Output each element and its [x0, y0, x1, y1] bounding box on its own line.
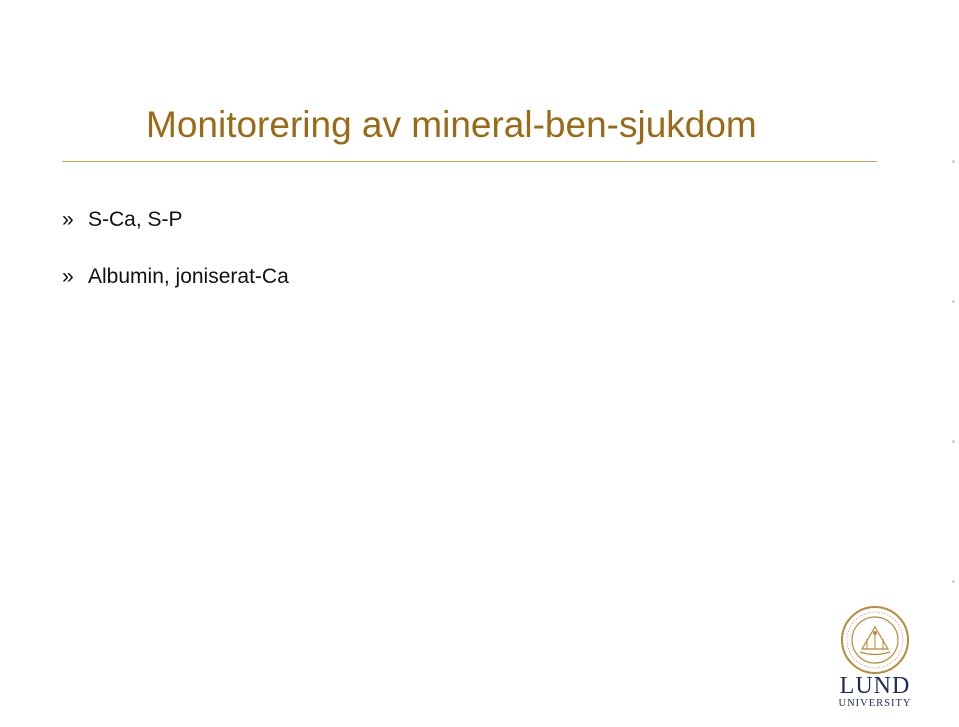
bullet-text: S-Ca, S-P: [88, 208, 183, 231]
lund-university-logo: [832, 605, 918, 713]
list-item: [62, 264, 289, 321]
lund-wordmark: [832, 674, 918, 710]
decor-dot: [952, 160, 955, 163]
list-item: [62, 207, 289, 264]
bullet-text: Albumin, joniserat-Ca: [88, 265, 289, 288]
slide-title: Monitorering av mineral-ben-sjukdom: [146, 104, 757, 145]
bullet-marker: »: [62, 265, 74, 288]
decor-dot: [952, 440, 955, 443]
decor-dot: [952, 300, 955, 303]
title-divider: [62, 161, 877, 162]
bullet-list: [62, 207, 289, 321]
university-seal-icon: [840, 605, 910, 675]
bullet-marker: »: [62, 208, 74, 231]
wordmark-lund: LUND: [839, 673, 911, 699]
decor-dot: [952, 580, 955, 583]
wordmark-university: UNIVERSITY: [838, 698, 912, 709]
